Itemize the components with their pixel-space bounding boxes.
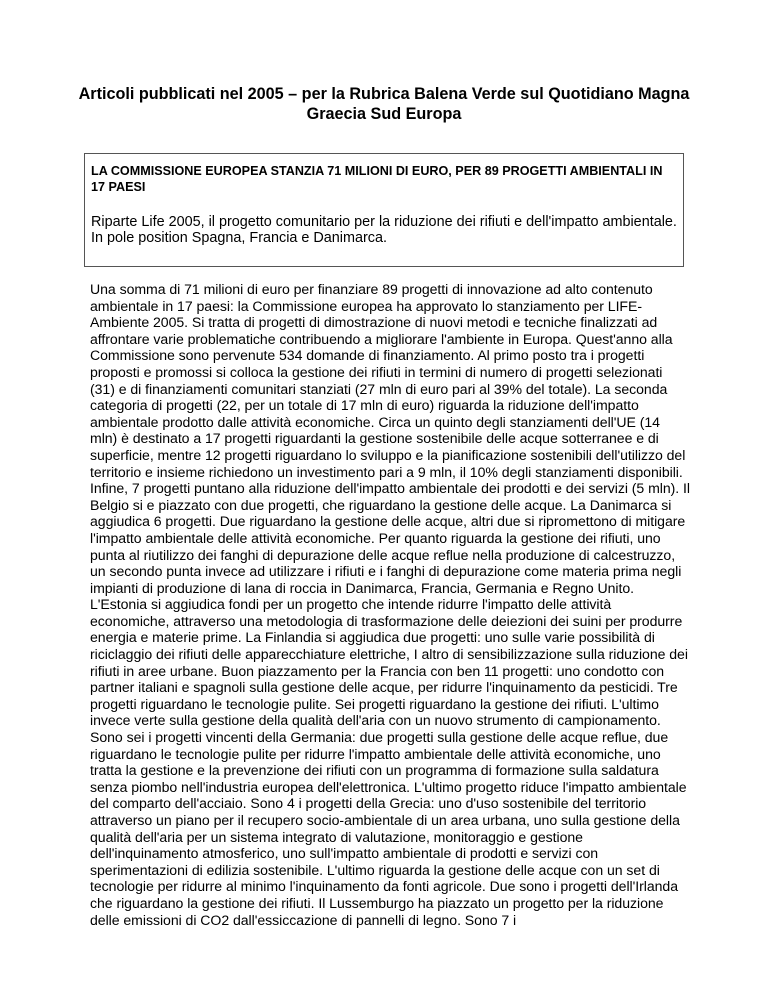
article-body: Una somma di 71 milioni di euro per finanziare 89 progetti di innovazione ad alto contenuto ambientale in 17 paesi: la Commissione europea ha approvato lo stanziamento per LIFE-Ambiente 2005. Si tratta di progetti di dimostrazione di nuovi metodi e tecniche finalizzati ad affrontare varie problematiche contribuendo a migliorare l'ambiente in Europa. Quest'anno alla Commissione sono pervenute 534 domande di finanziamento. Al primo posto tra i progetti proposti e promossi si colloca la gestione dei rifiuti in termini di numero di progetti selezionati (31) e di finanziamenti comunitari stanziati (27 mln di euro pari al 39% del totale). La seconda categoria di progetti (22, per un totale di 17 mln di euro) riguarda la riduzione dell'impatto ambientale prodotto dalle attività economiche. Circa un quinto degli stanziamenti dell'UE (14 mln) è destinato a 17 progetti riguardanti la gestione sostenibile delle acque sotterranee e di superficie, mentre 12 progetti riguardano lo sviluppo e la pianificazione sostenibili dell'utilizzo del territorio e insieme richiedono un investimento pari a 9 mln, il 10% degli stanziamenti disponibili. Infine, 7 progetti puntano alla riduzione dell'impatto ambientale dei prodotti e dei servizi (5 mln). Il Belgio si e piazzato con due progetti, che riguardano la gestione delle acque. La Danimarca si aggiudica 6 progetti. Due riguardano la gestione delle acque, altri due si ripromettono di mitigare l'impatto ambientale delle attività economiche. Per quanto riguarda la gestione dei rifiuti, uno punta al riutilizzo dei fanghi di depurazione delle acque reflue nella produzione di calcestruzzo, un secondo punta invece ad utilizzare i rifiuti e i fanghi di depurazione come materia prima negli impianti di produzione di lana di roccia in Danimarca, Francia, Germania e Regno Unito. L'Estonia si aggiudica fondi per un progetto che intende ridurre l'impatto delle attività economiche, attraverso una metodologia di trasformazione delle deiezioni dei suini per produrre energia e materie prime. La Finlandia si aggiudica due progetti: uno sulle varie possibilità di riciclaggio dei rifiuti delle apparecchiature elettriche, I altro di sensibilizzazione sulla riduzione dei rifiuti in aree urbane. Buon piazzamento per la Francia con ben 11 progetti: uno condotto con partner italiani e spagnoli sulla gestione delle acque, per ridurre l'inquinamento da pesticidi. Tre progetti riguardano le tecnologie pulite. Sei progetti riguardano la gestione dei rifiuti. L'ultimo invece verte sulla gestione della qualità dell'aria con un nuovo strumento di campionamento. Sono sei i progetti vincenti della Germania: due progetti sulla gestione delle acque reflue, due riguardano le tecnologie pulite per ridurre l'impatto ambientale delle attività economiche, uno tratta la gestione e la prevenzione dei rifiuti con un programma di formazione sulla saldatura senza piombo nell'industria europea dell'elettronica. L'ultimo progetto riduce l'impatto ambientale del comparto dell'acciaio. Sono 4 i progetti della Grecia: uno d'uso sostenibile del territorio attraverso un piano per il recupero socio-ambientale di un area urbana, uno sulla gestione della qualità dell'aria per un sistema integrato di valutazione, monitoraggio e gestione dell'inquinamento atmosferico, uno sull'impatto ambientale di prodotti e servizi con sperimentazioni di edilizia sostenibile. L'ultimo riguarda la gestione delle acque con un set di tecnologie per ridurre al minimo l'inquinamento da fonti agricole. Due sono i progetti dell'Irlanda che riguardano la gestione dei rifiuti. Il Lussemburgo ha piazzato un progetto per la riduzione delle emissioni di CO2 dall'essiccazione di pannelli di legno. Sono 7 i bbox=[90, 281, 690, 928]
article-summary: Riparte Life 2005, il progetto comunitario per la riduzione dei rifiuti e dell'impatto ambientale. In pole position Spagna, Francia e Danimarca. bbox=[91, 214, 677, 246]
document-title: Articoli pubblicati nel 2005 – per la Rubrica Balena Verde sul Quotidiano Magna Graecia Sud Europa bbox=[78, 85, 690, 123]
article-headline: LA COMMISSIONE EUROPEA STANZIA 71 MILIONI DI EURO, PER 89 PROGETTI AMBIENTALI IN 17 PAESI bbox=[91, 164, 663, 194]
article-header-box bbox=[84, 153, 684, 267]
